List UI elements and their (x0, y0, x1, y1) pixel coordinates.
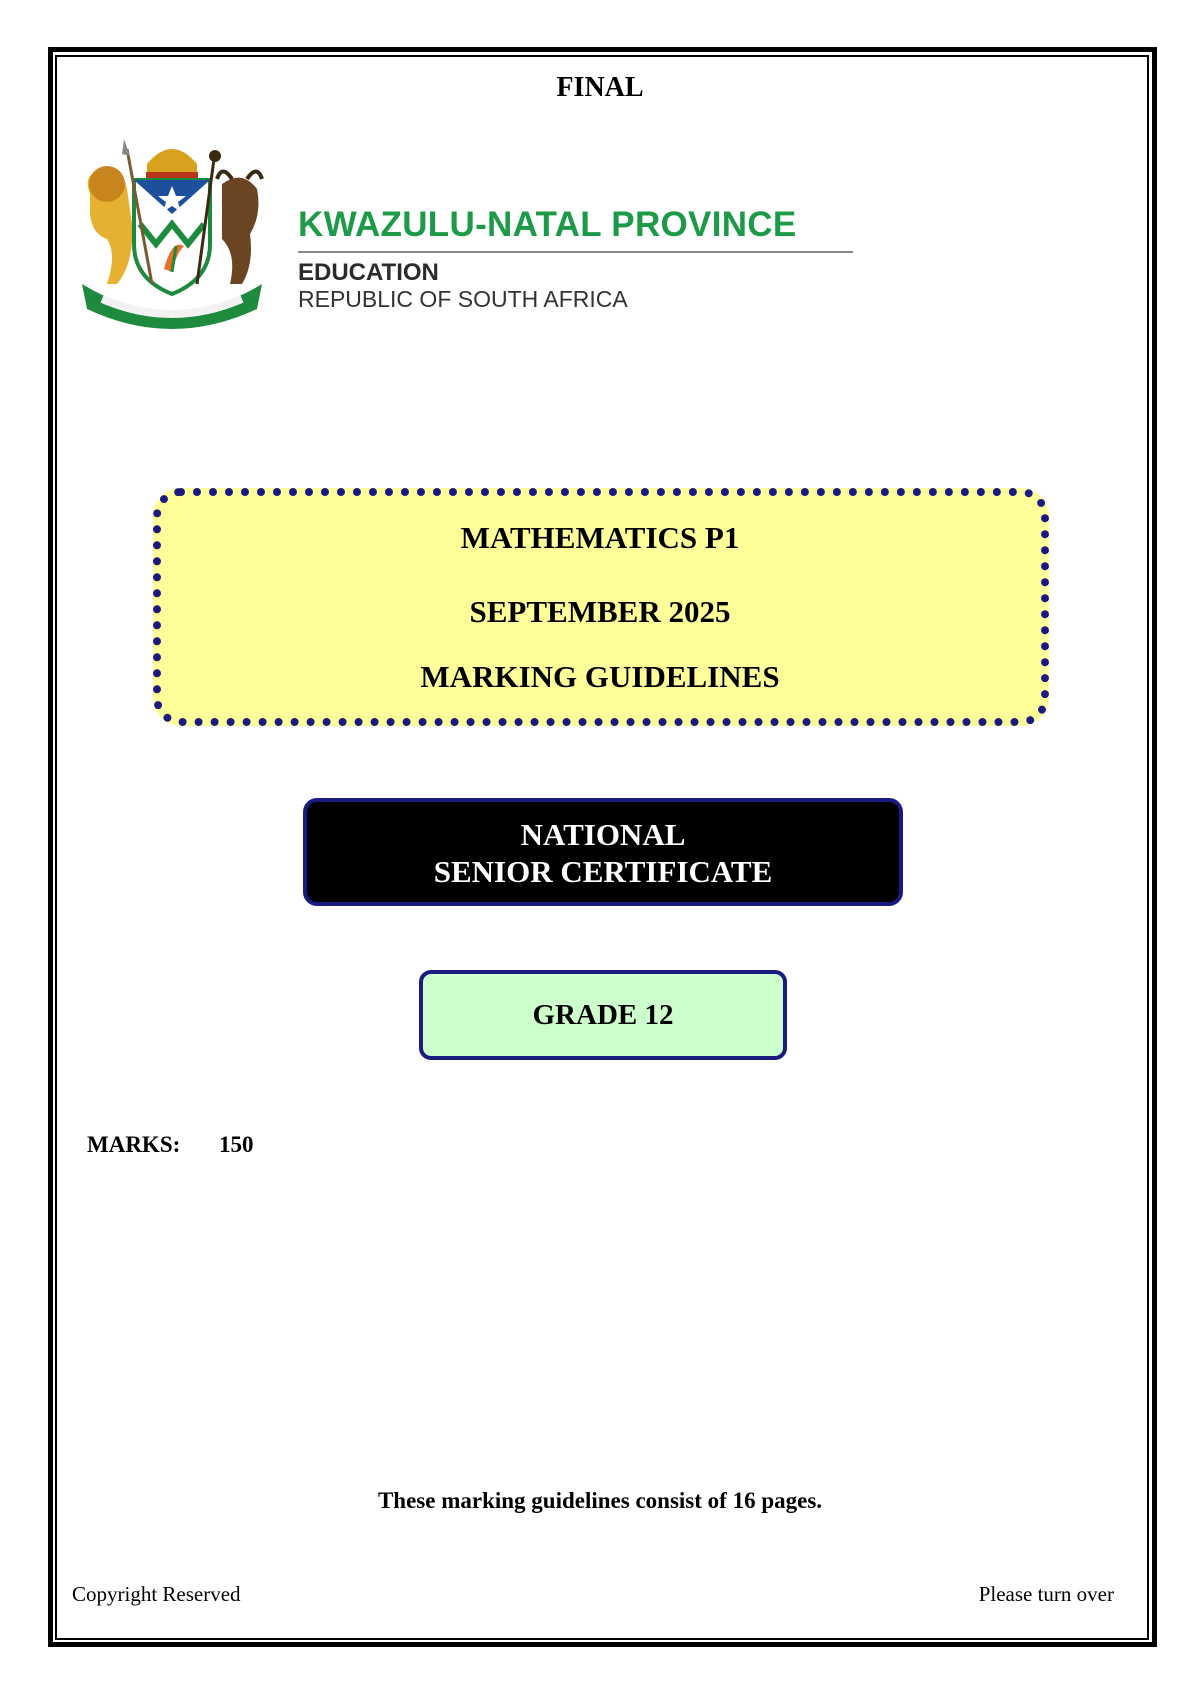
coat-of-arms-logo (72, 134, 272, 334)
department-name: EDUCATION (298, 259, 439, 286)
document-type-title: MARKING GUIDELINES (420, 659, 780, 694)
logo-divider (298, 251, 853, 253)
subject-title: MATHEMATICS P1 (460, 520, 740, 555)
marks-label: MARKS: (87, 1132, 181, 1157)
session-title: SEPTEMBER 2025 (469, 594, 731, 629)
grade-badge: GRADE 12 (419, 970, 787, 1060)
turn-over-note: Please turn over (978, 1582, 1114, 1606)
certificate-line-1: NATIONAL (520, 817, 686, 852)
copyright-notice: Copyright Reserved (72, 1582, 241, 1606)
country-name: REPUBLIC OF SOUTH AFRICA (298, 286, 628, 312)
certificate-banner (303, 798, 903, 906)
marks-value: 150 (219, 1132, 254, 1157)
status-heading: FINAL (556, 72, 644, 103)
province-name: KWAZULU-NATAL PROVINCE (298, 205, 797, 244)
certificate-line-2: SENIOR CERTIFICATE (433, 854, 773, 889)
page-count-note: These marking guidelines consist of 16 pages. (377, 1488, 823, 1513)
